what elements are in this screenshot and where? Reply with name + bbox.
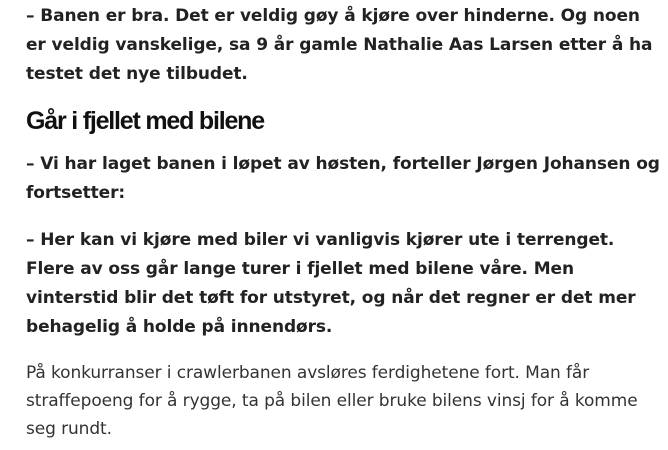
section-subheading: Går i fjellet med bilene bbox=[26, 107, 264, 135]
intro-quote-paragraph: – Banen er bra. Det er veldig gøy å kjøre over hinderne. Og noen er veldig vanskelige, sa 9 år gamle Nathalie Aas Larsen etter å ha testet det nye tilbudet. bbox=[26, 6, 653, 84]
body-paragraph: På konkurranser i crawlerbanen avsløres ferdighetene fort. Man får straffepoeng for å rygge, ta på bilen eller bruke bilens vinsj for å komme seg rundt. bbox=[26, 363, 638, 439]
quote-paragraph-two: – Vi har laget banen i løpet av høsten, forteller Jørgen Johansen og fortsetter: bbox=[26, 154, 660, 203]
quote-paragraph-three: – Her kan vi kjøre med biler vi vanligvis kjører ute i terrenget. Flere av oss går lange turer i fjellet med bilene våre. Men vinterstid blir det tøft for utstyret, og når det regner er det mer behagelig å holde på innendørs. bbox=[26, 230, 636, 337]
